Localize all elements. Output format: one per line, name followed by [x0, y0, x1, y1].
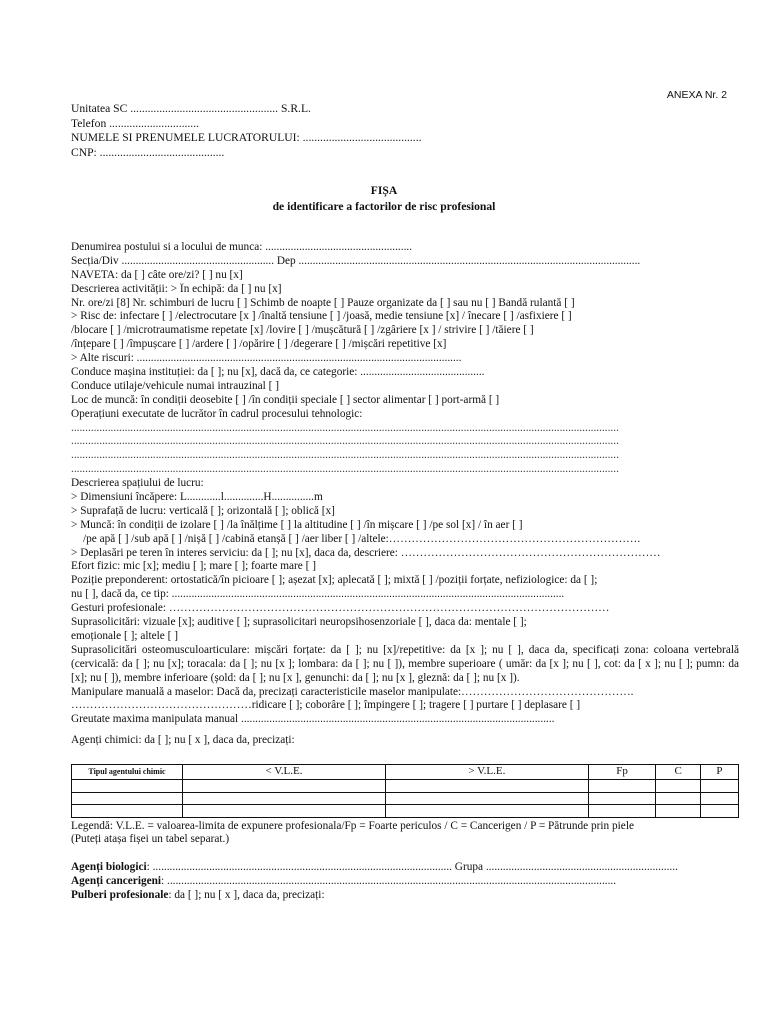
gestures-line: Gesturi profesionale: ……………………………………………………………………………………………………… — [71, 602, 610, 615]
table-header-cell: C — [656, 765, 701, 780]
employer-header — [71, 102, 422, 161]
table-row — [72, 805, 739, 818]
workplace-line: Loc de muncă: în condiții deosebite [ ] /în condiții speciale [ ] sector alimentar [ ] port-armă [ ] — [71, 393, 500, 406]
commute-line: NAVETA: da [ ] câte ore/zi? [ ] nu [x] — [71, 268, 243, 281]
title-line-2: de identificare a factorilor de risc profesional — [272, 200, 496, 213]
work-conditions-line-2: /pe apă [ ] /sub apă [ ] /nișă [ ] /cabină etanșă [ ] /aer liber [ ] /altele:…………………………………………………………. — [83, 532, 641, 545]
table-header-row — [72, 765, 739, 780]
posture-line-2: nu [ ], dacă da, ce tip: ........................................................................................................................................... — [71, 588, 565, 601]
overload-line-2: emoționale [ ]; altele [ ] — [71, 629, 178, 642]
biological-agents-fill: : .......................................................................................................... Grupa .................................................................... — [146, 861, 678, 874]
table-cell — [700, 780, 738, 793]
manual-handling-line: Manipulare manuală a maselor: Dacă da, precizați caracteristicile maselor manipulate:………………………………………. — [71, 685, 634, 698]
table-cell — [183, 792, 386, 805]
table-cell — [183, 780, 386, 793]
dotted-fill-line: .................................................................................................................................................................................................. — [71, 463, 619, 476]
legend-note: (Puteți atașa fișei un tabel separat.) — [71, 833, 230, 846]
annex-number: ANEXA Nr. 2 — [666, 89, 727, 101]
physical-effort-line: Efort fizic: mic [x]; mediu [ ]; mare [ ]; foarte mare [ ] — [71, 560, 316, 573]
table-cell — [700, 805, 738, 818]
table-header-cell: > V.L.E. — [385, 765, 588, 780]
carcinogenic-agents-fill: : ............................................................................................................................................................... — [161, 875, 617, 888]
biological-agents-label: Agenți biologici — [71, 861, 147, 874]
form-body — [71, 241, 739, 903]
carcinogenic-agents-label: Agenți cancerigeni — [71, 875, 162, 888]
table-header-cell: Tipul agentului chimic — [72, 765, 183, 780]
workspace-line: Descrierea spațiului de lucru: — [71, 477, 204, 490]
chemical-agents-table — [71, 764, 739, 817]
biological-agents-line — [71, 861, 739, 875]
table-cell — [183, 805, 386, 818]
table-cell — [72, 805, 183, 818]
legend-line: Legendă: V.L.E. = valoarea-limita de expunere profesionala/Fp = Foarte periculos / C = Cancerigen / P = Pătrunde prin piele — [71, 819, 634, 832]
hours-line: Nr. ore/zi [8] Nr. schimburi de lucru [ ] Schimb de noapte [ ] Pauze organizate da [ ] sau nu [ ] Bandă rulantă [ ] — [71, 296, 575, 309]
table-cell — [385, 805, 588, 818]
overload-line: Suprasolicitări: vizuale [x]; auditive [ ]; suprasolicitari neuropsihosenzoriale [ ], daca da: mentale [ ]; — [71, 616, 527, 629]
table-row — [72, 780, 739, 793]
table-header-cell: < V.L.E. — [183, 765, 386, 780]
table-cell — [700, 792, 738, 805]
operations-line: Operațiuni executate de lucrător în cadrul procesului tehnologic: — [71, 407, 363, 420]
max-weight-line: Greutate maxima manipulata manual ............................................................................................................... — [71, 713, 555, 726]
risk-line-2: /blocare [ ] /microtraumatisme repetate [x] /lovire [ ] /mușcătură [ ] /zgâriere [x ] / strivire [ ] /tăiere [ ] — [71, 324, 534, 337]
dotted-fill-line: .................................................................................................................................................................................................. — [71, 435, 619, 448]
field-travel-line: > Deplasări pe teren în interes serviciu: da [ ]; nu [x], daca da, descriere: …………………………………………………………… — [71, 546, 661, 559]
musculoskeletal-paragraph: Suprasolicitări osteomusculoarticulare: mișcări forțate: da [ ]; nu [x]/repetitive: da [x ]; nu [ ], daca da, specificați zona: coloana vertebrală (cervicală: da [ ]; nu [x]; toracala: da [ ]; nu [x ]; lombara: da [ ]; nu [ ]), membre superioare ( umăr: da [x ]; nu [ ], cot: da [ x ]; nu [ ]; pumn: da [x]; nu [ ]), membre inferioare (șold: da [ ]; nu [x ], genunchi: da [ ]; nu [x ], gleznă: da [ ]; nu [x ]). — [71, 643, 739, 684]
chemical-agents-line: Agenți chimici: da [ ]; nu [ x ], daca da, precizați: — [71, 734, 295, 747]
cnp-field: CNP: ........................................... — [71, 146, 225, 160]
table-cell — [588, 805, 655, 818]
drives-car-line: Conduce mașina instituției: da [ ]; nu [x], dacă da, ce categorie: ............................................ — [71, 366, 485, 379]
table-row — [72, 792, 739, 805]
table-cell — [72, 780, 183, 793]
dust-fill: : da [ ]; nu [ x ], daca da, precizați: — [168, 888, 325, 901]
dotted-fill-line: .................................................................................................................................................................................................. — [71, 449, 619, 462]
dust-label: Pulberi profesionale — [71, 888, 169, 901]
work-conditions-line: > Muncă: în condiții de izolare [ ] /la înălțime [ ] la altitudine [ ] /în mișcare [ ] /pe sol [x] / în aer [ ] — [71, 518, 523, 531]
job-title-line: Denumirea postului si a locului de munca: .................................................... — [71, 241, 413, 253]
company-field: Unitatea SC ................................................... S.R.L. — [71, 102, 311, 115]
risk-line-1: > Risc de: infectare [ ] /electrocutare [x ] /înaltă tensiune [ ] /joasă, medie tensiune [x] / înecare [ ] /asfixiere [ ] — [71, 310, 572, 323]
room-size-line: > Dimensiuni încăpere: L............l..............H...............m — [71, 491, 323, 504]
table-cell — [385, 792, 588, 805]
activity-line: Descrierea activității: > În echipă: da [ ] nu [x] — [71, 282, 282, 295]
table-header-cell: P — [700, 765, 738, 780]
table-cell — [588, 792, 655, 805]
dotted-fill-line: .................................................................................................................................................................................................. — [71, 421, 619, 434]
other-risks-line: > Alte riscuri: ................................................................................................................... — [71, 352, 462, 365]
table-cell — [656, 792, 701, 805]
table-cell — [385, 780, 588, 793]
drives-equipment-line: Conduce utilaje/vehicule numai intrauzinal [ ] — [71, 379, 279, 392]
worker-name-field: NUMELE SI PRENUMELE LUCRATORULUI: ......................................... — [71, 131, 422, 145]
risk-line-3: /înțepare [ ] /împușcare [ ] /ardere [ ] /opărire [ ] /degerare [ ] /mișcări repetitive [x] — [71, 338, 447, 351]
title-line-1: FIȘA — [370, 184, 398, 197]
table-cell — [656, 805, 701, 818]
phone-field: Telefon ............................... — [71, 116, 199, 130]
manual-handling-line-2: …………………………………………ridicare [ ]; coborâre [ ]; împingere [ ]; tragere [ ] purtare [ ] deplasare [ ] — [71, 699, 581, 712]
carcinogenic-agents-line — [71, 875, 739, 889]
table-header-cell: Fp — [588, 765, 655, 780]
section-line: Secția/Div ...................................................... Dep ......................................................................................................................... — [71, 254, 641, 267]
table-cell — [72, 792, 183, 805]
posture-line: Poziție preponderent: ortostatică/în picioare [ ]; așezat [x]; aplecată [ ]; mixtă [ ] /poziții forțate, nefiziologice: da [ ]; — [71, 574, 598, 587]
dust-line — [71, 889, 739, 903]
work-surface-line: > Suprafață de lucru: verticală [ ]; orizontală [ ]; oblică [x] — [71, 504, 335, 517]
document-title — [0, 183, 768, 215]
table-cell — [656, 780, 701, 793]
table-cell — [588, 780, 655, 793]
